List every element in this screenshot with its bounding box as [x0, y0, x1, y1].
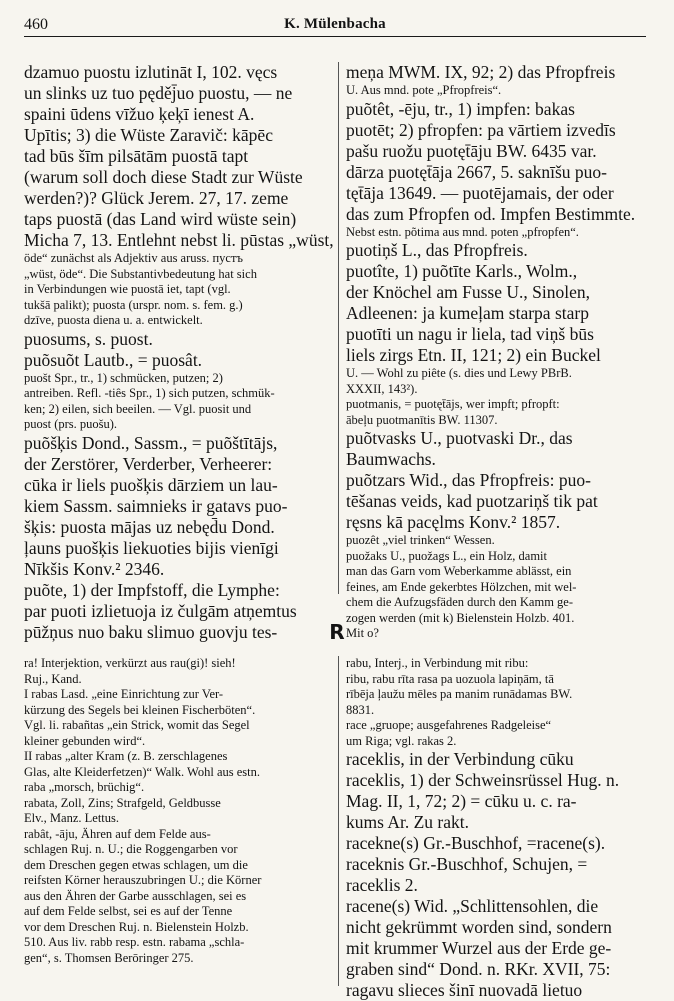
text-line: puotīti un nagu ir liela, tad viņš būs: [346, 324, 594, 344]
text-line: ręsns kā pacęlms Konv.² 1857.: [346, 512, 561, 532]
text-line: puotēt; 2) pfropfen: pa vārtiem izvedīs: [346, 119, 616, 140]
text-line: Nīkšis Konv.² 2346.: [24, 558, 165, 579]
page-header: [24, 14, 646, 37]
text-line: rībēja ļaužu mēles pa manim runādamas BW.: [346, 687, 573, 701]
text-line: antreiben. Refl. -tiês Spr., 1) sich putzen, schmük-: [24, 386, 275, 400]
text-line: Adleenen: ja kumeļam starpa starp: [346, 303, 589, 323]
text-line: Baumwachs.: [346, 449, 436, 469]
column-lower-left: [24, 656, 332, 991]
text-line: kürzung des Segels bei kleinen Fischerböten“.: [24, 702, 256, 717]
text-line: puotiņš L., das Pfropfreis.: [346, 240, 528, 260]
text-line: aus den Ähren der Garbe ausschlagen, sei es: [24, 888, 247, 903]
text-line: der Zerstörer, Verderber, Verheerer:: [24, 453, 273, 474]
text-line: meņa MWM. IX, 92; 2) das Pfropfreis: [346, 62, 616, 82]
text-line: tēšanas veids, kad puotzariņš tik pat: [346, 491, 598, 511]
text-line: U. Aus mnd. pote „Pfropfreis“.: [346, 83, 502, 97]
text-line: kiem Sassm. saimnieks ir gatavs puo-: [24, 495, 288, 516]
text-line: kums Ar. Zu rakt.: [346, 812, 469, 832]
text-line: Mag. II, 1, 72; 2) = cūku u. c. ra-: [346, 791, 577, 811]
text-line: Elv., Manz. Lettus.: [24, 811, 120, 825]
text-line: rabu, Interj., in Verbindung mit ribu:: [346, 656, 529, 670]
text-line: ābeļu puotmanītis BW. 11307.: [346, 412, 498, 427]
column-lower-right: [346, 656, 650, 1000]
text-line: 8831.: [346, 702, 375, 717]
page-number: 460: [24, 16, 48, 33]
text-line: der Knöchel am Fusse U., Sinolen,: [346, 282, 590, 302]
text-line: ra! Interjektion, verkürzt aus rau(gi)! sieh!: [24, 656, 236, 670]
text-line: puõtzars Wid., das Pfropfreis: puo-: [346, 470, 591, 490]
text-line: man das Garn vom Weberkamme ablässt, ein: [346, 564, 572, 578]
text-line: U. — Wohl zu piête (s. dies und Lewy PBrB.: [346, 366, 572, 380]
text-line: spaini ūdens vīžuo ķeķī ienest A.: [24, 104, 255, 124]
text-line: puõsuõt Lautb., = puosât.: [24, 349, 203, 370]
text-line: reifsten Körner herauszubringen U.; die Körner: [24, 873, 262, 887]
text-line: tukšā palikt); puosta (urspr. nom. s. fem. g.): [24, 297, 243, 312]
text-line: dzīve, puosta diena u. a. entwickelt.: [24, 313, 203, 327]
text-line: raceklis, 1) der Schweinsrüssel Hug. n.: [346, 770, 620, 790]
text-line: cūka ir liels puošķis dārziem un lau-: [24, 474, 278, 495]
text-line: öde“ zunächst als Adjektiv aus aruss. пустъ: [24, 251, 243, 265]
text-line: Vgl. li. rabañtas „ein Strick, womit das Segel: [24, 718, 250, 732]
text-line: pašu ruožu puotęt̄āju BW. 6435 var.: [346, 140, 597, 161]
text-line: pūžņus nuo baku slimuo guovju tes-: [24, 621, 278, 642]
text-line: in Verbindungen wie puostā iet, tapt (vgl.: [24, 282, 231, 296]
text-line: Ruj., Kand.: [24, 671, 82, 686]
column-upper-left: [24, 62, 334, 642]
text-line: par puoti izlietuoja iz čulgām atņemtus: [24, 600, 297, 621]
text-line: puožaks U., puožags L., ein Holz, damit: [346, 548, 547, 563]
text-line: raba „morsch, brüchig“.: [24, 780, 145, 794]
section-letter: R: [329, 620, 345, 644]
text-line: gen“, s. Thomsen Berōringer 275.: [24, 950, 194, 965]
text-line: I rabas Lasd. „eine Einrichtung zur Ver-: [24, 687, 224, 701]
text-line: Nebst estn. põtima aus mnd. poten „pfropfen“.: [346, 224, 579, 239]
text-line: puõtvasks U., puotvaski Dr., das: [346, 428, 573, 448]
text-line: taps puostā (das Land wird wüste sein): [24, 209, 297, 229]
text-line: puotmanis, = puotęt̄ājs, wer impft; pfropft:: [346, 397, 560, 411]
text-line: rabât, -āju, Ähren auf dem Felde aus-: [24, 826, 211, 841]
text-line: „wüst, öde“. Die Substantivbedeutung hat sich: [24, 266, 257, 281]
text-line: Mit o?: [346, 626, 379, 640]
text-line: raceknis Gr.-Buschhof, Schujen, =: [346, 854, 588, 874]
text-line: XXXII, 143²).: [346, 381, 418, 396]
text-line: puost (prs. puošu).: [24, 417, 118, 431]
text-line: puõtêt, -ēju, tr., 1) impfen: bakas: [346, 98, 575, 119]
text-line: puošt Spr., tr., 1) schmücken, putzen; 2): [24, 370, 223, 385]
text-line: racekne(s) Gr.-Buschhof, =racene(s).: [346, 833, 606, 853]
text-line: chem die Aufzugsfäden durch den Kamm ge-: [346, 595, 574, 609]
text-line: tad būs šīm pilsātām puostā tapt: [24, 146, 249, 166]
text-line: raceklis, in der Verbindung cūku: [346, 749, 574, 769]
text-line: un slinks uz tuo pęděj̄uo puostu, — ne: [24, 83, 293, 103]
text-line: dem Dreschen gegen etwas schlagen, um die: [24, 857, 248, 872]
text-line: um Riga; vgl. rakas 2.: [346, 733, 457, 748]
text-line: werden?)? Glück Jerem. 27, 17. zeme: [24, 188, 289, 208]
text-line: feines, am Ende gekerbtes Hölzchen, mit wel-: [346, 579, 577, 594]
text-line: liels zirgs Etn. II, 121; 2) ein Buckel: [346, 345, 601, 365]
text-line: graben sind“ Dond. n. RKr. XVII, 75:: [346, 959, 611, 979]
text-line: raceklis 2.: [346, 875, 418, 895]
text-line: ļauns puošķis liekuoties bijis vienīgi: [24, 537, 279, 558]
text-line: auf dem Felde selbst, sei es auf der Tenne: [24, 904, 233, 918]
text-line: šķis: puosta mājas uz nebęd̄u Dond.: [24, 516, 275, 537]
text-line: vor dem Dreschen Ruj. n. Bielenstein Holzb.: [24, 919, 249, 934]
text-line: Micha 7, 13. Entlehnt nebst li. pūstas „wüst,: [24, 230, 334, 250]
column-divider: [338, 62, 339, 594]
text-line: ken; 2) eilen, sich beeilen. — Vgl. puosit und: [24, 401, 252, 416]
text-line: Glas, alte Kleiderfetzen)“ Walk. Wohl aus estn.: [24, 764, 260, 779]
text-line: race „gruope; ausgefahrenes Radgeleise“: [346, 718, 552, 732]
text-line: zogen werden (mit k) Bielenstein Holzb. 401.: [346, 610, 575, 625]
text-line: tęt̄āja 13649. — puotējamais, der oder: [346, 182, 614, 203]
text-line: kleiner gebunden wird“.: [24, 733, 146, 748]
text-line: dzamuo puostu izlutināt I, 102. vęcs: [24, 62, 278, 82]
text-line: (warum soll doch diese Stadt zur Wüste: [24, 167, 303, 187]
text-line: puotîte, 1) puõtīte Karls., Wolm.,: [346, 261, 578, 281]
text-line: rabata, Zoll, Zins; Strafgeld, Geldbusse: [24, 795, 221, 810]
text-line: puõte, 1) der Impfstoff, die Lymphe:: [24, 579, 280, 600]
text-line: 510. Aus liv. rabb resp. estn. rabama „schla-: [24, 935, 245, 949]
text-line: das zum Pfropfen od. Impfen Bestimmte.: [346, 203, 636, 224]
text-line: racene(s) Wid. „Schlittensohlen, die: [346, 896, 599, 916]
text-line: mit krummer Wurzel aus der Erde ge-: [346, 938, 612, 958]
text-line: puõšķis Dond., Sassm., = puõštītājs,: [24, 432, 278, 453]
column-upper-right: [346, 62, 650, 640]
text-line: puosums, s. puost.: [24, 328, 153, 349]
text-line: schlagen Ruj. n. U.; die Roggengarben vor: [24, 842, 238, 856]
text-line: dārza puotęt̄āja 2667, 5. saknīšu puo-: [346, 161, 607, 182]
text-line: puozêt „viel trinken“ Wessen.: [346, 533, 495, 547]
text-line: ribu, rabu rīta rasa pa uozuola lapiņām, tā: [346, 671, 554, 686]
column-divider: [338, 656, 339, 986]
text-line: nicht gekrümmt worden sind, sondern: [346, 917, 612, 937]
text-line: Upītis; 3) die Wüste Zaravič: kāpēc: [24, 125, 273, 145]
page-title: K. Mülenbacha: [284, 16, 386, 32]
text-line: ragavu slieces šinī nuovadā lietuo: [346, 980, 583, 1000]
text-line: II rabas „alter Kram (z. B. zerschlagenes: [24, 749, 228, 763]
